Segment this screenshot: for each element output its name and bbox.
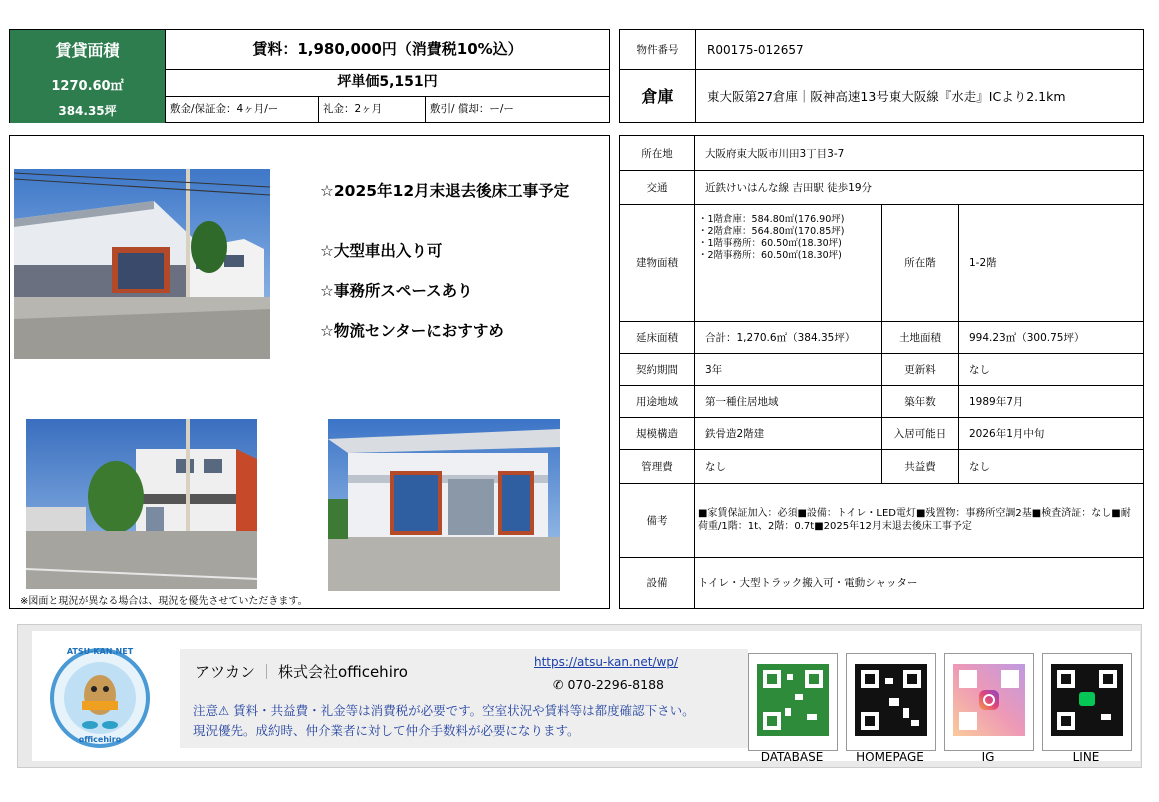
renewal-value: なし (969, 363, 990, 376)
row-remarks (620, 483, 1143, 558)
floor-label: 所在階 (882, 204, 959, 321)
row-transport (620, 170, 1143, 205)
phone-number: 070-2296-8188 (567, 677, 664, 692)
mgmt-fee-label: 管理費 (620, 449, 695, 483)
feature-3: ☆事務所スペースあり (320, 282, 473, 300)
phone-line (553, 677, 664, 692)
row-building-area (620, 204, 1143, 322)
land-area-label: 土地面積 (882, 321, 959, 353)
row-total-floor (620, 321, 1143, 354)
key-money-value: 礼金：2ヶ月 (319, 96, 426, 123)
building-area-value (695, 204, 882, 321)
transport-value: 近鉄けいはんな線 吉田駅 徒歩19分 (705, 181, 873, 194)
location-value: 大阪府東大阪市川田3丁目3-7 (705, 147, 845, 160)
office-building-photo (26, 419, 257, 589)
deposit-value: 敷金/保証金：4ヶ月/ー (166, 96, 319, 123)
property-id-row (620, 30, 1143, 70)
property-details-table (619, 135, 1144, 609)
contract-label: 契約期間 (620, 353, 695, 385)
footer-inner (32, 631, 1140, 764)
common-fee-value: なし (969, 460, 990, 473)
common-fee-label: 共益費 (882, 449, 959, 483)
rental-area-sqm: 1270.60㎡ (51, 79, 124, 94)
property-title-row (620, 69, 1143, 122)
property-id-label: 物件番号 (620, 30, 696, 69)
website-link[interactable]: https://atsu-kan.net/wp/ (534, 655, 678, 669)
feature-4: ☆物流センターにおすすめ (320, 322, 504, 340)
building-area-line: ・1階事務所：60.50㎡(18.30坪) (698, 238, 842, 249)
qr-line[interactable] (1042, 653, 1132, 751)
amortization-value: 敷引/ 償却：ー/ー (430, 103, 514, 115)
deposit-row (166, 96, 609, 123)
facilities-label: 設備 (620, 557, 695, 608)
company-name: 株式会社officehiro (278, 663, 408, 681)
building-area-line: ・2階事務所：60.50㎡(18.30坪) (698, 250, 842, 261)
phone-icon: ✆ (553, 677, 564, 692)
property-type: 倉庫 (620, 69, 696, 122)
feature-2: ☆大型車出入り可 (320, 242, 443, 260)
building-area-line: ・2階倉庫：564.80㎡(170.85坪) (698, 226, 845, 237)
property-id-block (619, 29, 1144, 123)
warehouse-front-photo (328, 419, 560, 591)
notice-line-2: 現況優先。成約時、仲介業者に対して仲介手数料が必要になります。 (193, 723, 580, 738)
remarks-label: 備考 (620, 483, 695, 557)
land-area-value: 994.23㎡（300.75坪） (969, 331, 1085, 344)
floor-value: 1-2階 (969, 257, 997, 269)
built-label: 築年数 (882, 385, 959, 417)
structure-label: 規模構造 (620, 417, 695, 449)
remarks-value: ■家賃保証加入：必須■設備：トイレ・LED電灯■残置物：事務所空調2基■検査済証：なし■耐荷重/1階：1t、2階：0.7t■2025年12月末退去後床工事予定 (698, 508, 1131, 532)
company-kana: アツカン (195, 663, 256, 681)
qr-label-ig: IG (981, 750, 995, 764)
total-floor-label: 延床面積 (620, 321, 695, 353)
company-name-line (195, 661, 408, 682)
property-id-value: R00175-012657 (707, 42, 804, 57)
company-footer (17, 624, 1142, 768)
building-area-line: ・1階倉庫：584.80㎡(176.90坪) (698, 214, 845, 225)
qr-label-homepage: HOMEPAGE (856, 750, 924, 764)
company-info-box (180, 649, 748, 748)
move-in-label: 入居可能日 (882, 417, 959, 449)
rental-area-cell (10, 30, 166, 123)
zoning-value: 第一種住居地域 (695, 385, 882, 417)
contract-value: 3年 (695, 353, 882, 385)
row-structure (620, 417, 1143, 450)
row-fees (620, 449, 1143, 484)
structure-value: 鉄骨造2階建 (695, 417, 882, 449)
company-separator: ｜ (259, 663, 275, 681)
rent-price: 賃料：1,980,000円（消費税10%込） (166, 30, 609, 70)
logo-bottom-text: officehiro (78, 735, 122, 744)
facilities-value: トイレ・大型トラック搬入可・電動シャッター (698, 577, 918, 589)
built-value: 1989年7月 (969, 395, 1024, 408)
notice-text (193, 701, 753, 741)
qr-label-line: LINE (1072, 750, 1100, 764)
logo-top-text: ATSU-KAN.NET (66, 647, 134, 656)
total-floor-value: 合計：1,270.6㎡（384.35坪） (695, 321, 882, 353)
zoning-label: 用途地域 (620, 385, 695, 417)
tsubo-unit-price: 坪単価5,151円 (166, 69, 609, 97)
feature-1: ☆2025年12月末退去後床工事予定 (320, 182, 570, 200)
company-logo (50, 643, 150, 753)
photo-disclaimer: ※図面と現況が異なる場合は、現況を優先させていただきます。 (20, 596, 308, 607)
main-warehouse-photo (14, 169, 270, 359)
transport-label: 交通 (620, 170, 695, 204)
qr-database[interactable] (748, 653, 838, 751)
renewal-label: 更新料 (882, 353, 959, 385)
row-location (620, 136, 1143, 171)
row-contract (620, 353, 1143, 386)
price-summary (9, 29, 610, 123)
move-in-value: 2026年1月中旬 (969, 427, 1045, 440)
photo-panel (9, 135, 610, 609)
row-facilities (620, 557, 1143, 608)
qr-instagram[interactable] (944, 653, 1034, 751)
location-label: 所在地 (620, 136, 695, 170)
property-title: 東大阪第27倉庫｜阪神高速13号東大阪線『水走』ICより2.1km (707, 88, 1066, 104)
building-area-label: 建物面積 (620, 204, 695, 321)
qr-homepage[interactable] (846, 653, 936, 751)
qr-label-database: DATABASE (760, 750, 824, 764)
rental-area-tsubo: 384.35坪 (58, 104, 117, 118)
mgmt-fee-value: なし (695, 449, 882, 483)
notice-line-1: 注意⚠ 賃料・共益費・礼金等は消費税が必要です。空室状況や賃料等は都度確認下さい。 (193, 703, 695, 718)
rental-area-label: 賃貸面積 (55, 41, 120, 60)
row-zoning (620, 385, 1143, 418)
